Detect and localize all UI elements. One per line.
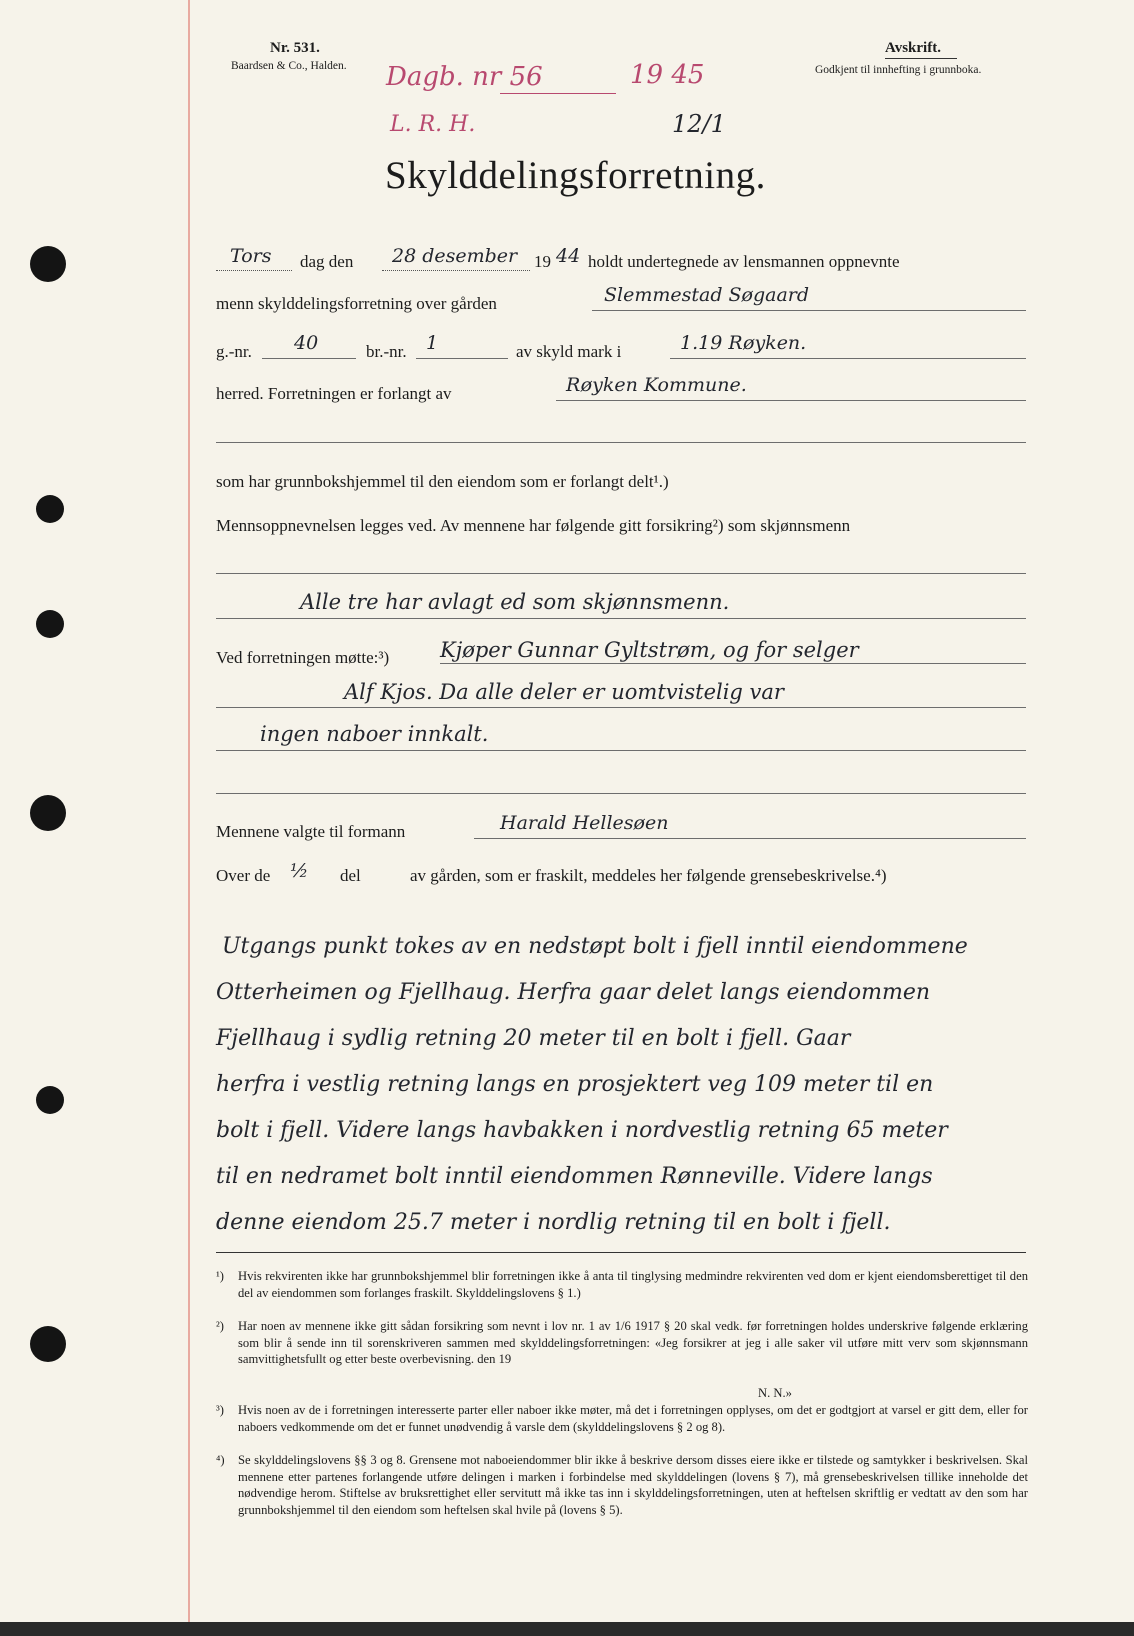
footnote-number: ⁴) xyxy=(216,1453,225,1467)
chairman-line xyxy=(474,838,1026,839)
farm-line xyxy=(592,310,1026,311)
requester-value: Røyken Kommune. xyxy=(566,374,747,396)
footnote-text: Se skylddelingslovens §§ 3 og 8. Grensene mot naboeiendommer blir ikke å beskrive dersom disses eiere ikke er tilstede og samtykker i beskrivelsen. Skal mennene etter partenes forlangende utføre delingen i marken i forbindelse med skylddelingen (lovens § 7), må grensebeskrivelsen tillike inneholde det nødvendige herom. Stiftelse av bruksrettighet eller servitutt må ikke tas inn i skylddelingsforretningen, uten at heftelsen skriftlig er vedtatt av den som har grunnbokshjemmel til den eiendom som heftelsen skal hvile på (lovens § 5). xyxy=(238,1453,1028,1517)
over-de-label: Over de xyxy=(216,866,271,885)
place-line xyxy=(216,270,292,271)
attendance-line-2: Alf Kjos. Da alle deler er uomtvistelig var xyxy=(344,680,784,704)
office-stamp: L. R. H. xyxy=(390,112,476,137)
attendance-rule xyxy=(216,707,1026,708)
men-text: menn skylddelingsforretning over gården xyxy=(216,294,497,313)
boundary-line-7: denne eiendom 25.7 meter i nordlig retning til en bolt i fjell. xyxy=(216,1210,891,1235)
margin-rule xyxy=(188,0,190,1636)
footnote-text: Hvis noen av de i forretningen interesserte parter eller naboer ikke møter, må det i forretningen opplyses, om det er godtgjort at varsel er gitt dem, eller for naboers vedkommende om det er funnet unødvendig å varsle dem (skylddelingslovens § 2 og 8). xyxy=(238,1403,1028,1434)
gnr-label: g.-nr. xyxy=(216,342,252,361)
attendance-line-1: Kjøper Gunnar Gyltstrøm, og for selger xyxy=(440,638,859,662)
journal-stamp: Dagb. nr 56 xyxy=(386,62,543,92)
gnr-value: 40 xyxy=(294,332,319,354)
binder-hole xyxy=(36,1086,64,1114)
boundary-line-3: Fjellhaug i sydlig retning 20 meter til en bolt i fjell. Gaar xyxy=(216,1026,851,1051)
brnr-label: br.-nr. xyxy=(366,342,407,361)
footnote xyxy=(216,1452,1028,1518)
rule-line xyxy=(216,573,1026,574)
footnote-number: ¹) xyxy=(216,1269,224,1283)
stamp-underline xyxy=(500,93,616,94)
boundary-line-5: bolt i fjell. Videre langs havbakken i nordvestlig retning 65 meter xyxy=(216,1118,948,1143)
binder-hole xyxy=(30,795,66,831)
stamp-year: 19 45 xyxy=(630,60,705,90)
chairman-label: Mennene valgte til formann xyxy=(216,822,406,841)
blank-line xyxy=(216,442,1026,443)
boundary-line-4: herfra i vestlig retning langs en prosjektert veg 109 meter til en xyxy=(216,1072,934,1097)
footnote-separator xyxy=(216,1252,1026,1253)
copy-label-underline xyxy=(885,58,957,59)
attendance-rule xyxy=(440,663,1026,664)
chairman-value: Harald Hellesøen xyxy=(500,812,669,834)
scan-edge xyxy=(0,1622,1134,1636)
gnr-line xyxy=(262,358,356,359)
binder-hole xyxy=(36,610,64,638)
brnr-line xyxy=(416,358,508,359)
footnote xyxy=(216,1268,1028,1301)
attendance-label: Ved forretningen møtte:³) xyxy=(216,648,390,667)
footnote-signature xyxy=(758,1385,838,1402)
year-prefix: 19 xyxy=(534,252,551,271)
tax-line xyxy=(670,358,1026,359)
binder-hole xyxy=(30,246,66,282)
boundary-line-6: til en nedramet bolt inntil eiendommen Rønneville. Videre langs xyxy=(216,1164,933,1189)
copy-label: Avskrift. xyxy=(885,40,941,56)
blank-line xyxy=(216,793,1026,794)
held-text: holdt undertegnede av lensmannen oppnevnte xyxy=(588,252,900,271)
footnote-text: Har noen av mennene ikke gitt sådan forsikring som nevnt i lov nr. 1 av 1/6 1917 § 20 skal vedk. før forretningen holdes underskrive følgende erklæring som blir å sende inn til sorenskriveren sammen med skylddelingsforretningen: «Jeg forsikrer at jeg i alle saker vil utføre mitt verv som skjønnsmann samvittighetsfullt og etter beste overbevisning. den 19 xyxy=(238,1319,1028,1366)
place-value: Tors xyxy=(230,245,272,267)
del-label: del xyxy=(340,866,361,885)
deed-text: som har grunnbokshjemmel til den eiendom som er forlangt delt¹.) xyxy=(216,472,669,491)
farm-value: Slemmestad Søgaard xyxy=(604,284,810,306)
year-value: 44 xyxy=(556,245,581,267)
attendance-line-3: ingen naboer innkalt. xyxy=(260,722,489,746)
date-value: 28 desember xyxy=(392,245,518,267)
binder-hole xyxy=(30,1326,66,1362)
date-line xyxy=(382,270,530,271)
herred-text: herred. Forretningen er forlangt av xyxy=(216,384,452,403)
publisher-line: Baardsen & Co., Halden. xyxy=(231,60,347,72)
dag-den-label: dag den xyxy=(300,252,354,271)
footnote xyxy=(216,1318,1028,1368)
approval-note: Godkjent til innhefting i grunnboka. xyxy=(815,64,982,76)
requester-line xyxy=(556,400,1026,401)
tax-value: 1.19 Røyken. xyxy=(680,332,807,354)
footnote xyxy=(216,1402,1028,1435)
boundary-intro: av gården, som er fraskilt, meddeles her følgende grensebeskrivelse.⁴) xyxy=(410,866,887,885)
boundary-line-1: Utgangs punkt tokes av en nedstøpt bolt i fjell inntil eiendommene xyxy=(222,934,968,959)
attendance-rule xyxy=(216,750,1026,751)
brnr-value: 1 xyxy=(426,332,439,354)
appointment-text: Mennsoppnevnelsen legges ved. Av mennene har følgende gitt forsikring²) som skjønnsmenn xyxy=(216,516,851,535)
footnote-text: Hvis rekvirenten ikke har grunnbokshjemmel blir forretningen ikke å anta til tinglysing medmindre rekvirenten ved dom er kjent eiendomsberettiget til den del av eiendommen som forlanges fraskilt. Skylddelingslovens § 1.) xyxy=(238,1269,1028,1300)
footnote-number: ³) xyxy=(216,1403,224,1417)
page-title: Skylddelingsforretning. xyxy=(385,154,766,197)
footnote-text: N. N.» xyxy=(758,1386,792,1400)
oath-line xyxy=(216,618,1026,619)
form-number: Nr. 531. xyxy=(270,40,320,56)
oath-value: Alle tre har avlagt ed som skjønnsmenn. xyxy=(300,590,730,614)
binder-hole xyxy=(36,495,64,523)
boundary-line-2: Otterheimen og Fjellhaug. Herfra gaar delet langs eiendommen xyxy=(216,980,931,1005)
part-value: ½ xyxy=(290,860,309,882)
stamp-date: 12/1 xyxy=(672,110,726,138)
tax-label: av skyld mark i xyxy=(516,342,622,361)
footnote-number: ²) xyxy=(216,1319,224,1333)
